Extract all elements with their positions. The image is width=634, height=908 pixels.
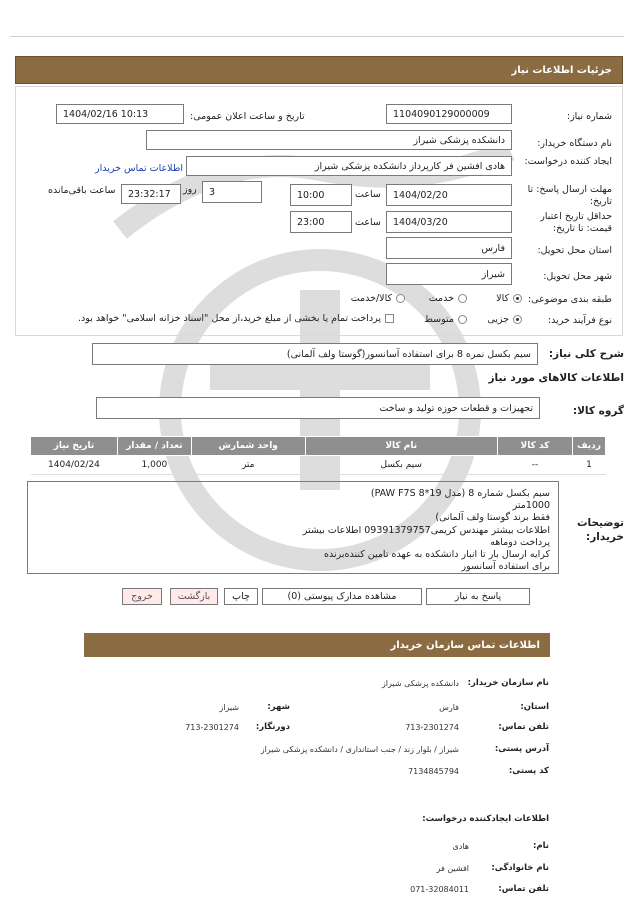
creator-phone-label: تلفن تماس: xyxy=(498,884,549,894)
postal-value: 7134845794 xyxy=(408,767,459,776)
cell-name: سیم بکسل xyxy=(305,456,497,475)
table-row[interactable] xyxy=(31,456,606,475)
col-code: کد کالا xyxy=(497,437,572,456)
print-button[interactable]: چاپ xyxy=(224,588,258,605)
cell-row: 1 xyxy=(573,456,606,475)
name-label: نام: xyxy=(532,841,549,851)
description-line: برای استفاده آسانسور xyxy=(461,561,550,573)
city-label: شهر محل تحویل: xyxy=(543,271,612,282)
back-button[interactable]: بازگشت xyxy=(170,588,218,605)
announce-label: تاریخ و ساعت اعلان عمومی: xyxy=(190,111,305,122)
contact-header xyxy=(84,633,550,657)
creator-phone-value: 071-32084011 xyxy=(410,885,469,894)
postal-label: کد پستی: xyxy=(508,766,549,776)
summary-label: شرح کلی نیاز: xyxy=(548,348,624,360)
contact-province-value: فارس xyxy=(439,703,459,712)
col-row: ردیف xyxy=(573,437,606,456)
category-option-service[interactable]: خدمت xyxy=(429,293,467,304)
remaining-label: ساعت باقی‌مانده xyxy=(48,185,116,196)
address-label: آدرس پستی: xyxy=(494,744,549,754)
validity-time-field[interactable]: 23:00 xyxy=(290,211,352,233)
goods-group-label: گروه کالا: xyxy=(572,405,624,417)
col-date: تاریخ نیاز xyxy=(31,437,118,456)
name-value: هادی xyxy=(452,842,469,851)
province-label: استان محل تحویل: xyxy=(537,245,612,256)
col-name: نام کالا xyxy=(305,437,497,456)
remaining-field[interactable]: 23:32:17 xyxy=(121,184,181,204)
radio-selected-icon[interactable] xyxy=(513,294,522,303)
cell-date: 1404/02/24 xyxy=(31,456,118,475)
family-label: نام خانوادگی: xyxy=(491,863,549,873)
goods-heading: اطلاعات کالاهای مورد نیاز xyxy=(488,372,624,384)
description-line: سیم بکسل شماره 8 (مدل PAW F7S 8*19) xyxy=(370,488,550,499)
table-header-row xyxy=(31,437,606,456)
reply-button[interactable]: پاسخ به نیاز xyxy=(426,588,530,605)
phone-value: 713-2301274 xyxy=(405,723,459,732)
contact-city-label: شهر: xyxy=(267,702,290,712)
day-label: روز xyxy=(183,184,197,195)
page-title: جزئیات اطلاعات نیاز xyxy=(511,64,612,76)
radio-icon[interactable] xyxy=(458,294,467,303)
family-value: افشین فر xyxy=(436,864,469,873)
description-line: اطلاعات بیشتر مهندس کریمی09391379757 اطلاعات بیشتر xyxy=(302,524,550,536)
announce-field[interactable]: 1404/02/16 10:13 xyxy=(56,104,184,124)
buyer-label: نام دستگاه خریدار: xyxy=(537,138,612,149)
buyer-field[interactable]: دانشکده پزشکی شیراز xyxy=(146,130,512,150)
treasury-payment-option[interactable]: پرداخت تمام یا بخشی از مبلغ خرید،از محل "اسناد خزانه اسلامی" خواهد بود. xyxy=(78,313,394,324)
cell-code: -- xyxy=(497,456,572,475)
deadline-time-field[interactable]: 10:00 xyxy=(290,184,352,206)
process-option-minor[interactable]: جزیی xyxy=(487,314,522,325)
description-box[interactable] xyxy=(27,481,559,574)
top-divider xyxy=(10,36,624,37)
description-label: توضیحات خریدار: xyxy=(576,517,624,543)
summary-field[interactable]: سیم بکسل نمره 8 برای استفاده آسانسور(گوستا ولف آلمانی) xyxy=(92,343,538,365)
radio-icon[interactable] xyxy=(458,315,467,324)
process-label: نوع فرآیند خرید: xyxy=(547,315,612,326)
deadline-label: مهلت ارسال پاسخ: تا تاریخ: xyxy=(527,184,612,207)
category-option-both[interactable]: کالا/خدمت xyxy=(351,293,405,304)
contact-city-value: شیراز xyxy=(219,703,239,712)
buyer-contact-link[interactable]: اطلاعات تماس خریدار xyxy=(95,163,184,174)
creator-field[interactable]: هادی افشین فر کارپرداز دانشکده پزشکی شیراز xyxy=(186,156,512,176)
validity-date-field[interactable]: 1404/03/20 xyxy=(386,211,512,233)
org-label: نام سازمان خریدار: xyxy=(467,678,549,688)
items-table xyxy=(30,436,606,475)
page-header xyxy=(15,56,623,84)
radio-icon[interactable] xyxy=(396,294,405,303)
radio-selected-icon[interactable] xyxy=(513,315,522,324)
exit-button[interactable]: خروج xyxy=(122,588,162,605)
deadline-hour-label: ساعت xyxy=(355,189,381,200)
deadline-date-field[interactable]: 1404/02/20 xyxy=(386,184,512,206)
category-option-goods[interactable]: کالا xyxy=(496,293,522,304)
org-value: دانشکده پزشکی شیراز xyxy=(381,679,459,688)
need-number-label: شماره نیاز: xyxy=(566,111,612,122)
validity-hour-label: ساعت xyxy=(355,217,381,228)
description-line: پرداخت دوماهه xyxy=(490,536,550,548)
description-line: 1000متر xyxy=(512,500,550,512)
col-unit: واحد شمارش xyxy=(191,437,305,456)
cell-unit: متر xyxy=(191,456,305,475)
fax-value: 713-2301274 xyxy=(185,723,239,732)
address-value: شیراز / بلوار زند / جنب استانداری / دانشکده پزشکی شیراز xyxy=(260,745,459,754)
fax-label: دورنگار: xyxy=(255,722,290,732)
goods-group-field[interactable]: تجهیزات و قطعات حوزه تولید و ساخت xyxy=(96,397,540,419)
validity-label: حداقل تاریخ اعتبار قیمت: تا تاریخ: xyxy=(540,211,612,234)
category-label: طبقه بندی موضوعی: xyxy=(527,294,612,305)
description-line: فقط برند گوستا ولف آلمانی) xyxy=(435,512,550,524)
creator-label: ایجاد کننده درخواست: xyxy=(524,156,612,167)
days-field[interactable]: 3 xyxy=(202,181,262,203)
col-quantity: تعداد / مقدار xyxy=(117,437,191,456)
attachments-button[interactable]: مشاهده مدارک پیوستی (0) xyxy=(262,588,422,605)
process-option-medium[interactable]: متوسط xyxy=(424,314,467,325)
city-field[interactable]: شیراز xyxy=(386,263,512,285)
contact-province-label: استان: xyxy=(520,702,549,712)
need-number-field[interactable]: 1104090129000009 xyxy=(386,104,512,124)
province-field[interactable]: فارس xyxy=(386,237,512,259)
cell-quantity: 1,000 xyxy=(117,456,191,475)
phone-label: تلفن تماس: xyxy=(498,722,549,732)
contact-title: اطلاعات تماس سازمان خریدار xyxy=(390,639,540,651)
creator-info-heading: اطلاعات ایجادکننده درخواست: xyxy=(422,814,549,824)
description-line: کرایه ارسال بار تا انبار دانشکده به عهده تامین کننده‌برنده xyxy=(324,549,550,561)
checkbox-icon[interactable] xyxy=(385,314,394,323)
